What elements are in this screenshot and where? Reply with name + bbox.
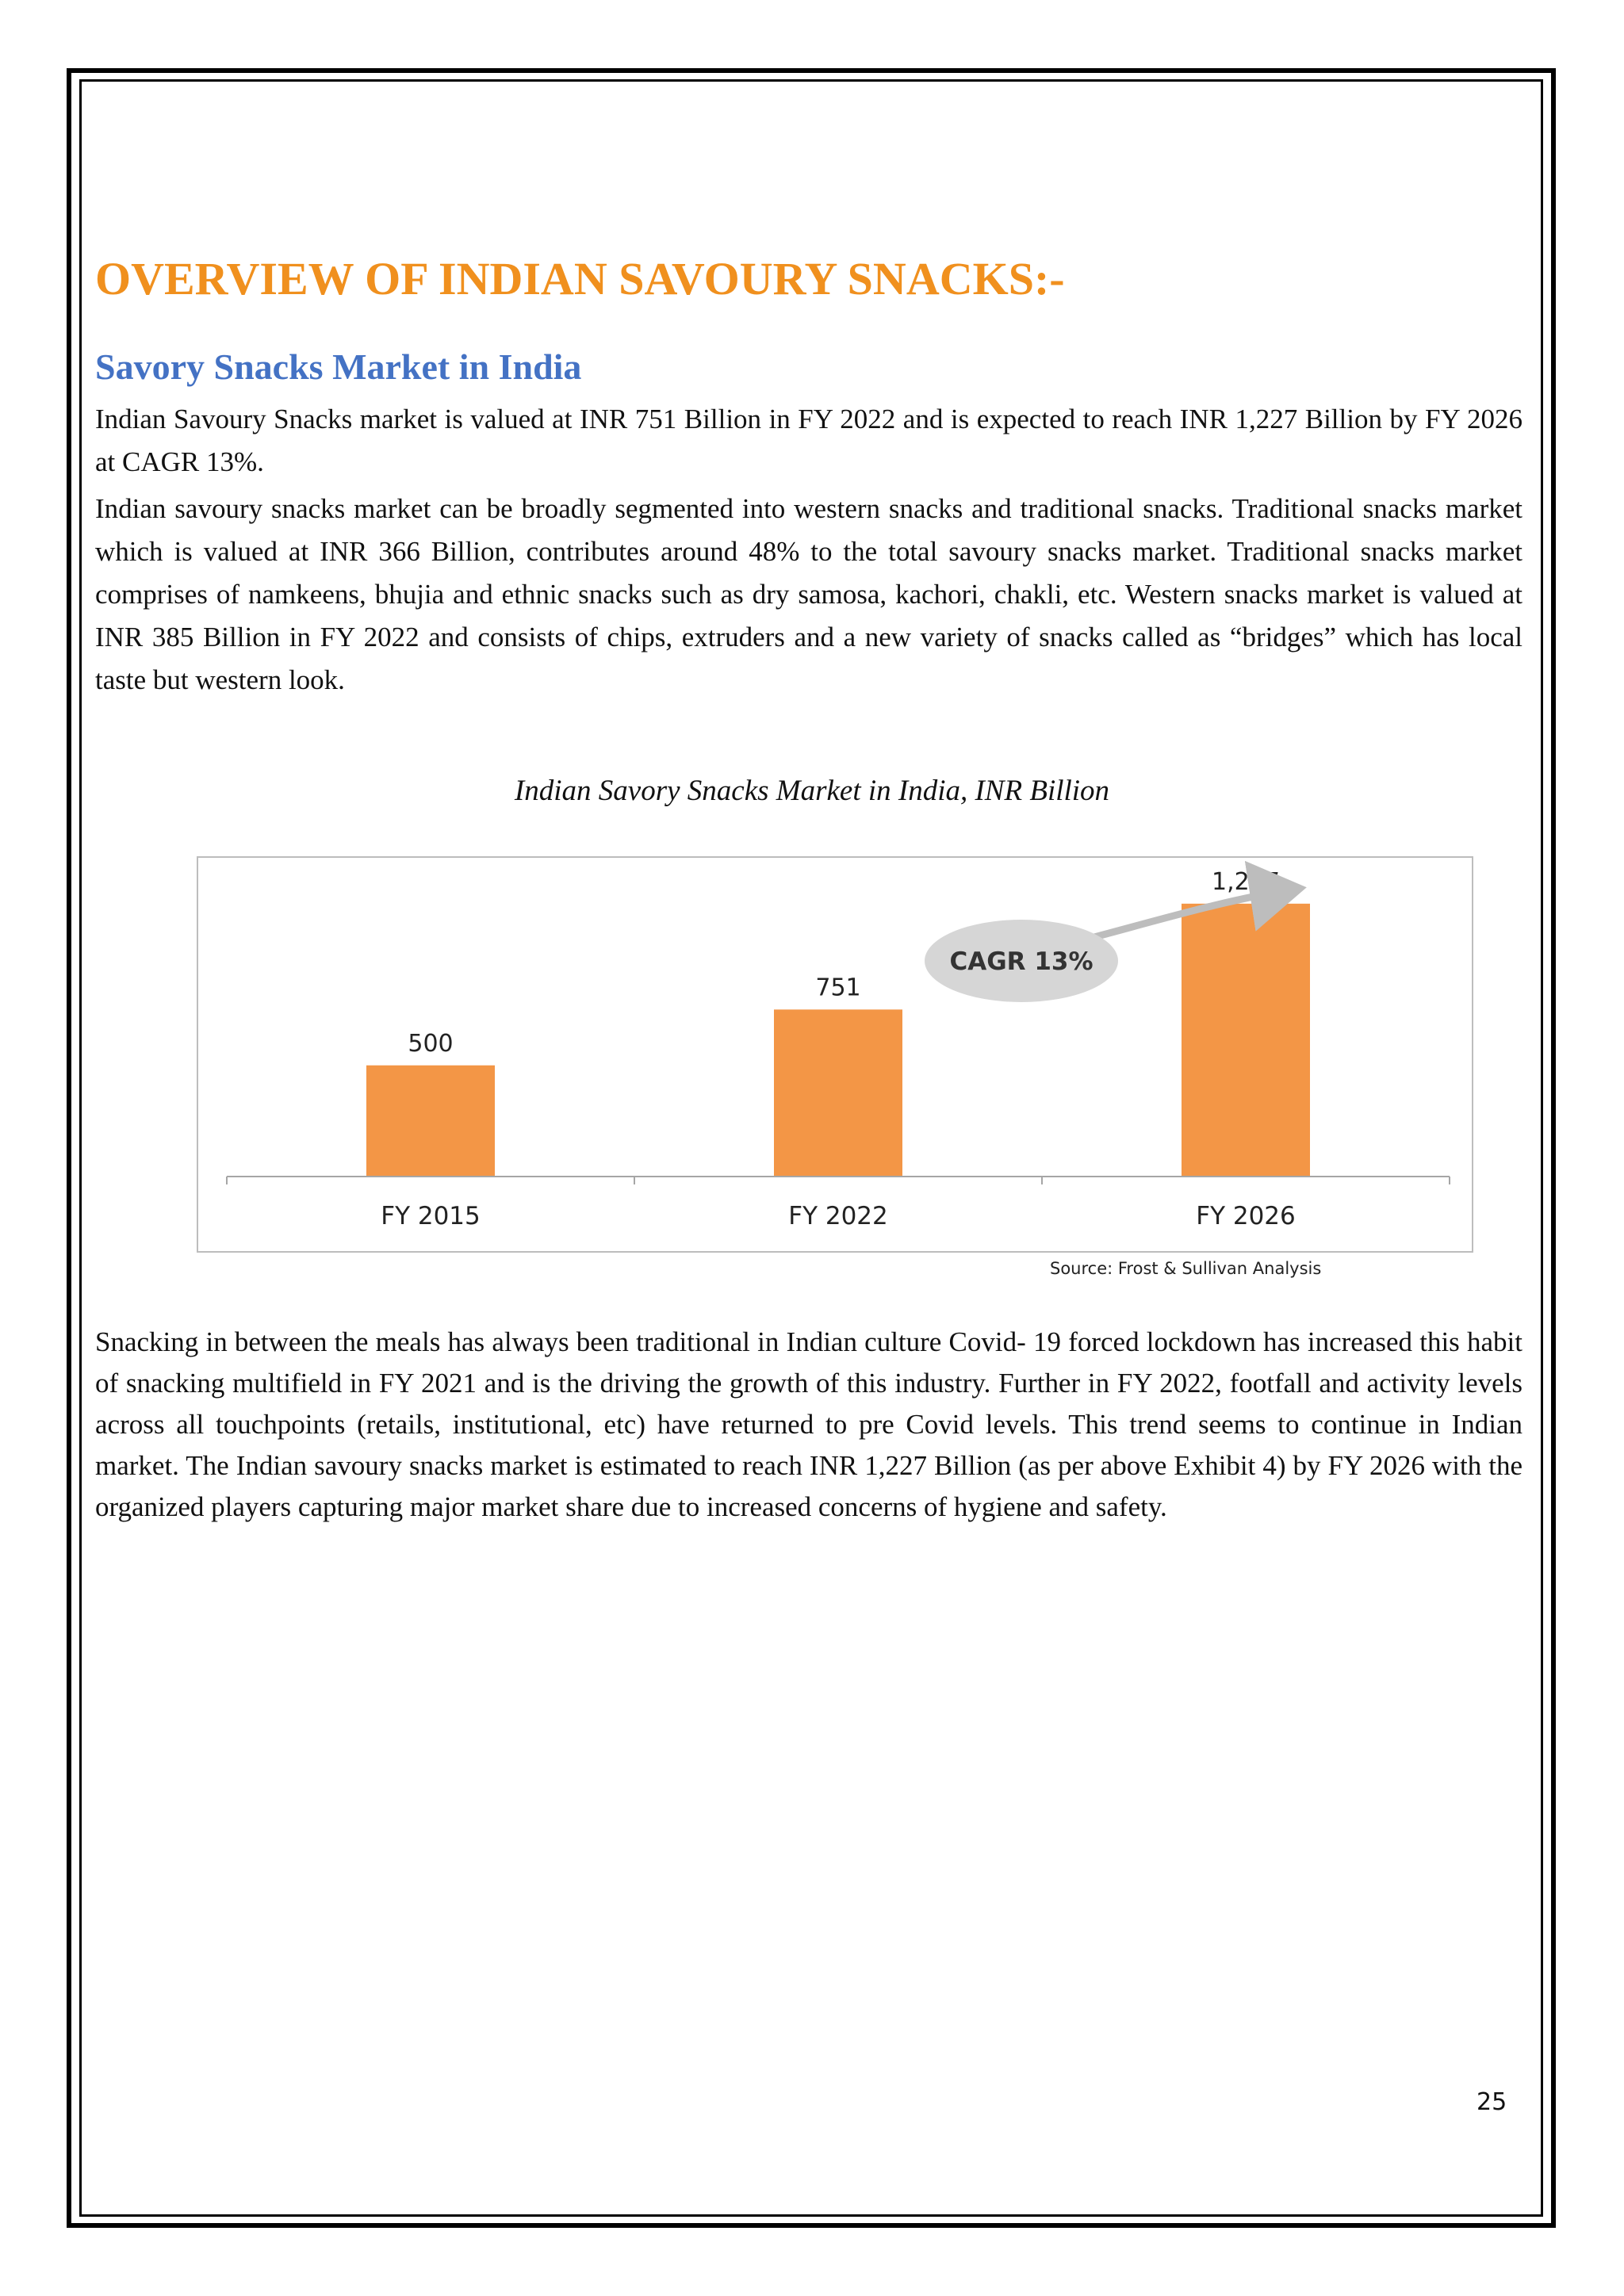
section-subheading: Savory Snacks Market in India [95,346,582,387]
page-number: 25 [1477,2088,1507,2116]
bar-fy-2022 [774,1009,902,1177]
x-tick-label: FY 2026 [1196,1202,1296,1230]
bar-chart-svg [198,858,1472,1251]
bar-value-label: 751 [815,974,861,1002]
ticks-layer [227,1177,1450,1184]
bar-value-label: 1,227 [1212,867,1280,896]
segments-paragraph: Indian savoury snacks market can be broadly segmented into western snacks and traditional snacks. Traditional snacks market which is valued at INR 366 Billion, contributes around 48% to the total savoury snacks market. Traditional snacks market comprises of namkeens, bhujia and ethnic snacks such as dry samosa, kachori, chakli, etc. Western snacks market is valued at INR 385 Billion in FY 2022 and consists of chips, extruders and a new variety of snacks called as “bridges” which has local taste but western look. [95,493,1522,695]
bar-fy-2026 [1182,904,1310,1177]
snacking-paragraph: Snacking in between the meals has always been traditional in Indian culture Covid- 19 forced lockdown has increased this habit of snacking multifield in FY 2021 and is the driving the growth of this industry. Further in FY 2022, footfall and activity levels across all touchpoints (retails, institutional, etc) have returned to pre Covid levels. This trend seems to continue in Indian market. The Indian savoury snacks market is estimated to reach INR 1,227 Billion (as per above Exhibit 4) by FY 2026 with the organized players capturing major market share due to increased concerns of hygiene and safety. [95,1326,1522,1522]
bar-fy-2015 [366,1066,495,1177]
bar-value-label: 500 [408,1029,454,1058]
chart-source: Source: Frost & Sullivan Analysis [1050,1259,1322,1278]
chart-caption: Indian Savory Snacks Market in India, INR Billion [514,775,1110,807]
x-tick-label: FY 2022 [788,1202,888,1230]
intro-paragraph: Indian Savoury Snacks market is valued at INR 751 Billion in FY 2022 and is expected to reach INR 1,227 Billion by FY 2026 at CAGR 13%. [95,404,1522,477]
x-tick-label: FY 2015 [381,1202,481,1230]
page-heading: OVERVIEW OF INDIAN SAVOURY SNACKS:- [95,253,1065,304]
bar-chart [197,856,1473,1253]
cagr-annotation: CAGR 13% [949,947,1094,976]
bars-layer [366,904,1310,1177]
